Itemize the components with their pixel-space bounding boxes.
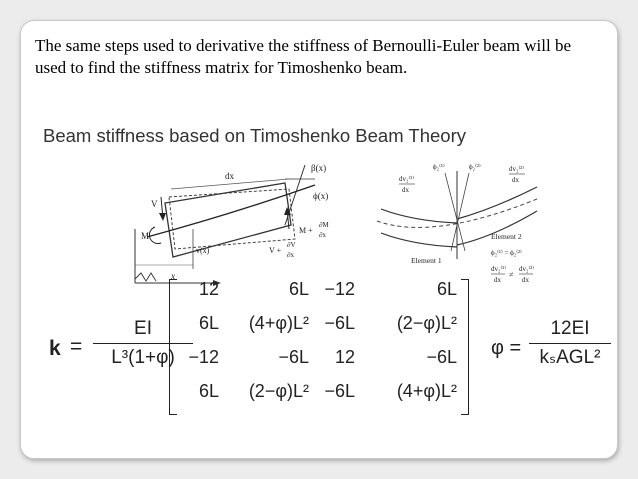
matrix-cell: −12 [324, 279, 355, 299]
equals-sign: = [70, 335, 83, 358]
moment-m-label: M [141, 231, 150, 241]
dv2-label: dv₂⁽²⁾ [509, 165, 524, 173]
matrix-cell: 6L [288, 279, 309, 299]
svg-text:dx: dx [402, 186, 409, 194]
factor-denominator: L³(1+φ) [111, 347, 175, 369]
svg-text:∂x: ∂x [287, 251, 294, 259]
phi-lhs: φ = [491, 337, 522, 359]
k-symbol: k [49, 337, 61, 360]
stiffness-equation [39, 277, 609, 417]
svg-text:dv₂⁽²⁾: dv₂⁽²⁾ [519, 265, 534, 273]
element1-label: Element 1 [411, 256, 442, 265]
matrix-cell: 6L [198, 313, 219, 333]
slide [20, 20, 618, 459]
shear-v-label: V [151, 199, 158, 209]
intro-text: The same steps used to derivative the stiffness of Bernoulli-Euler beam will be used to find the stiffness matrix for Timoshenko beam. [35, 36, 571, 78]
matrix-cell: 6L [436, 279, 457, 299]
stiffness-factor [91, 317, 195, 370]
phi-denominator: kₛAGL² [539, 347, 601, 369]
phi-label: ϕ(x) [313, 191, 329, 201]
phi2-label: ϕ₂⁽²⁾ [469, 163, 481, 171]
matrix-cell: (2−φ)L² [396, 313, 457, 333]
phi-fraction [529, 317, 611, 370]
phi-numerator: 12EI [550, 318, 590, 339]
matrix-cell: −6L [324, 313, 355, 333]
fraction-bar [93, 343, 193, 344]
beta-label: β(x) [311, 163, 327, 173]
element2-label: Element 2 [491, 232, 522, 241]
vx-label: v(x) [196, 246, 210, 255]
matrix-cell: −6L [426, 347, 457, 367]
matrix-cell: 6L [198, 381, 219, 401]
svg-text:dx: dx [512, 176, 519, 184]
factor-numerator: EI [134, 318, 152, 339]
shear-end-label: V + [269, 246, 282, 255]
svg-text:∂M: ∂M [319, 221, 329, 229]
dx-label: dx [225, 171, 234, 181]
continuity-label: ϕ₂⁽¹⁾ = ϕ₂⁽²⁾ [491, 249, 522, 257]
x-label: x [171, 271, 175, 281]
phi1-label: ϕ₂⁽¹⁾ [433, 163, 445, 171]
matrix-cell: 12 [198, 279, 219, 299]
svg-text:dx: dx [494, 276, 501, 284]
svg-text:∂V: ∂V [287, 241, 296, 249]
matrix-left-bracket [169, 279, 177, 415]
matrix-cell: −12 [188, 347, 219, 367]
matrix-cell: (4+φ)L² [248, 313, 309, 333]
matrix-right-bracket [461, 279, 469, 415]
matrix-cell: (4+φ)L² [396, 381, 457, 401]
svg-text:dv₂⁽¹⁾: dv₂⁽¹⁾ [491, 265, 506, 273]
matrix-cell: −6L [278, 347, 309, 367]
phi-fraction-bar [529, 343, 611, 344]
svg-text:∂x: ∂x [319, 231, 326, 239]
moment-end-label: M + [299, 226, 313, 235]
svg-text:≠: ≠ [509, 270, 514, 279]
dv1-label: dv₂⁽¹⁾ [399, 175, 414, 183]
section-title: Beam stiffness based on Timoshenko Beam Theory [43, 125, 466, 146]
matrix-cell: (2−φ)L² [248, 381, 309, 401]
svg-text:dx: dx [522, 276, 529, 284]
matrix-cell: −6L [324, 381, 355, 401]
matrix-cell: 12 [334, 347, 355, 367]
